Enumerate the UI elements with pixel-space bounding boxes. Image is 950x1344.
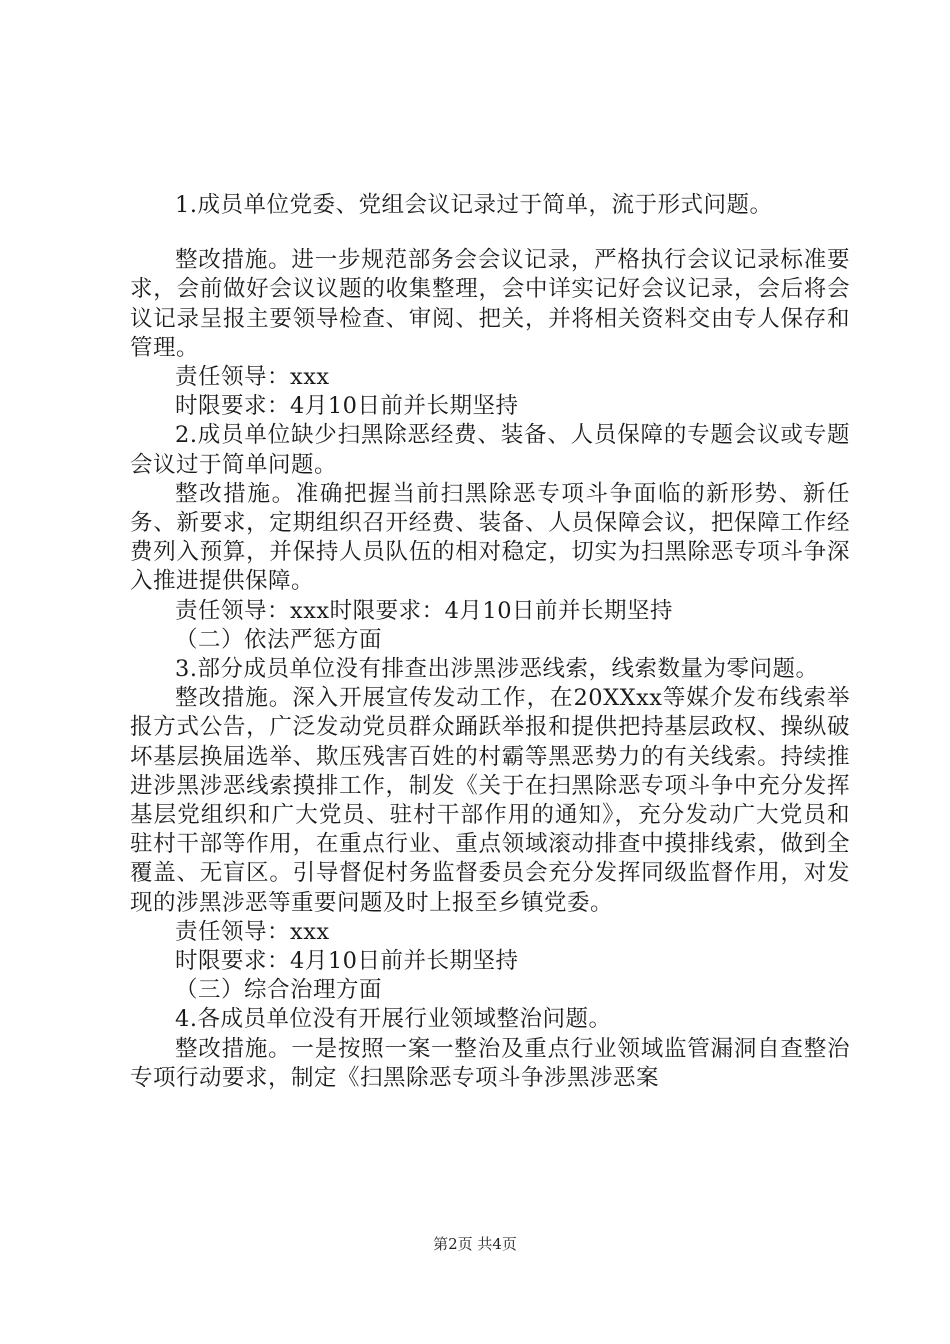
document-body	[130, 165, 850, 1093]
item-1-heading: 1.成员单位党委、党组会议记录过于简单，流于形式问题。	[175, 192, 773, 218]
item-2-leader-deadline: 责任领导：xxx时限要求：4月10日前并长期坚持	[175, 597, 674, 624]
section-2-heading: （二）依法严惩方面	[175, 626, 383, 653]
page-footer: 第2页 共4页	[433, 1235, 517, 1253]
item-4-heading: 4.各成员单位没有开展行业领域整治问题。	[175, 1006, 612, 1033]
item-3-deadline: 时限要求：4月10日前并长期坚持	[175, 948, 519, 975]
item-1-leader: 责任领导：xxx	[175, 364, 330, 391]
item-2-heading: 2.成员单位缺少扫黑除恶经费、装备、人员保障的专题会议或专题会议过于简单问题。	[130, 422, 850, 478]
item-3-measures: 整改措施。深入开展宣传发动工作，在20XXxx等媒介发布线索举报方式公告，广泛发动党员群众踊跃举报和提供把持基层政权、操纵破坏基层换届选举、欺压残害百姓的村霸等黑恶势力的有关线索。持续推进涉黑涉恶线索摸排工作，制发《关于在扫黑除恶专项斗争中充分发挥基层党组织和广大党员、驻村干部作用的通知》，充分发动广大党员和驻村干部等作用，在重点行业、重点领域滚动排查中摸排线索，做到全覆盖、无盲区。引导督促村务监督委员会充分发挥同级监督作用，对发现的涉黑涉恶等重要问题及时上报至乡镇党委。	[130, 685, 850, 916]
item-2-measures: 整改措施。准确把握当前扫黑除恶专项斗争面临的新形势、新任务、新要求，定期组织召开经费、装备、人员保障会议，把保障工作经费列入预算，并保持人员队伍的相对稳定，切实为扫黑除恶专项斗争深入推进提供保障。	[130, 480, 850, 595]
item-1-deadline: 时限要求：4月10日前并长期坚持	[175, 393, 519, 420]
item-1-measures: 整改措施。进一步规范部务会会议记录，严格执行会议记录标准要求，会前做好会议议题的收集整理，会中详实记好会议记录，会后将会议记录呈报主要领导检查、审阅、把关，并将相关资料交由专人保存和管理。	[130, 247, 850, 361]
item-3-heading: 3.部分成员单位没有排查出涉黑涉恶线索，线索数量为零问题。	[175, 656, 819, 683]
item-4-measures: 整改措施。一是按照一案一整治及重点行业领域监管漏洞自查整治专项行动要求，制定《扫黑除恶专项斗争涉黑涉恶案	[130, 1035, 850, 1091]
item-3-leader: 责任领导：xxx	[175, 918, 330, 945]
section-3-heading: （三）综合治理方面	[175, 977, 383, 1004]
